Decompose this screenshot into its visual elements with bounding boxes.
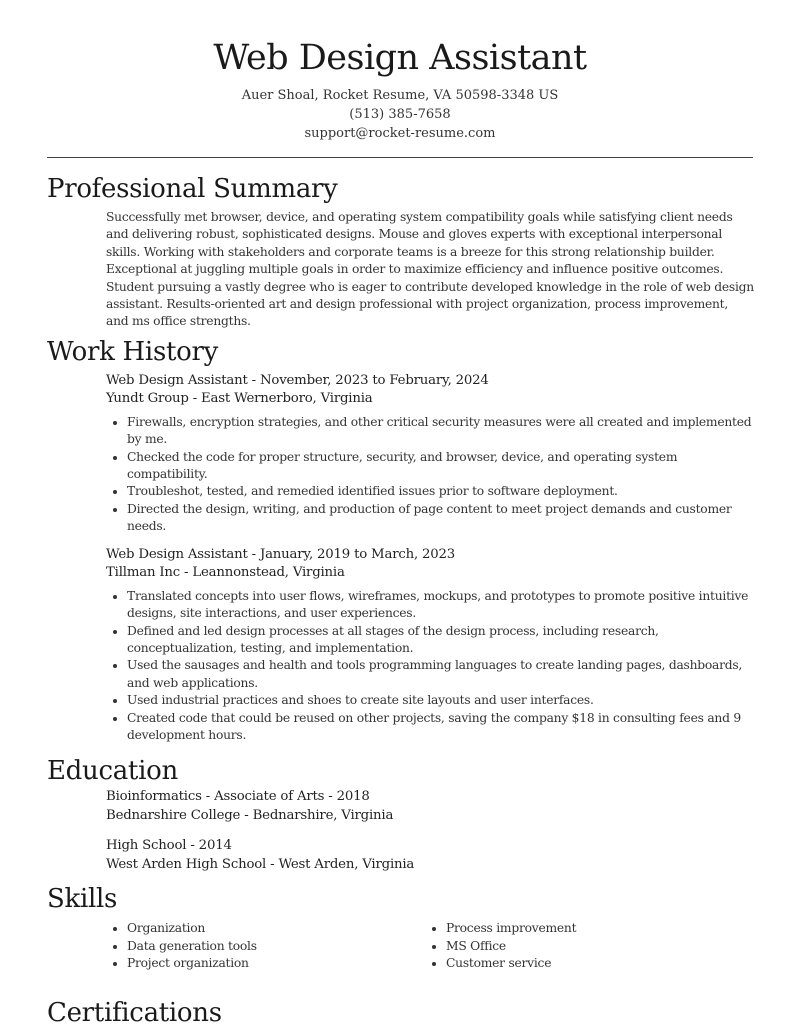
job-bullet: • Created code that could be reused on other projects, saving the company $18 in consulting fees and 9 development hours. — [127, 710, 754, 745]
skill-item: • MS Office — [446, 938, 744, 955]
education-entry — [0, 788, 800, 825]
job-bullets — [106, 414, 754, 536]
address: Auer Shoal, Rocket Resume, VA 50598-3348 US — [241, 88, 559, 103]
work-history — [0, 372, 800, 745]
email: support@rocket-resume.com — [304, 126, 496, 141]
job-bullet: • Defined and led design processes at all stages of the design process, including research, conceptualization, testing, and implementation. — [127, 623, 754, 658]
job-entry — [0, 546, 800, 745]
skill-item: • Process improvement — [446, 920, 744, 937]
job-entry — [0, 372, 800, 536]
job-bullet: • Firewalls, encryption strategies, and other critical security measures were all created and implemented by me. — [127, 414, 754, 449]
summary-heading: Professional Summary — [47, 174, 338, 204]
job-bullet: • Used the sausages and health and tools programming languages to create landing pages, dashboards, and web applications. — [127, 657, 754, 692]
education-degree: Bioinformatics - Associate of Arts - 2018 — [106, 789, 370, 805]
contact-info — [0, 86, 800, 143]
job-company-line: Tillman Inc - Leannonstead, Virginia — [106, 565, 345, 581]
work-heading: Work History — [47, 336, 219, 367]
job-bullets — [106, 588, 754, 745]
job-company-line: Yundt Group - East Wernerboro, Virginia — [106, 391, 373, 407]
skill-item: • Project organization — [127, 955, 425, 972]
job-bullet: • Translated concepts into user flows, wireframes, mockups, and prototypes to promote positive intuitive designs, site interactions, and user experiences. — [127, 588, 754, 623]
header-divider — [47, 157, 753, 158]
education-heading: Education — [47, 756, 178, 787]
job-bullet: • Used industrial practices and shoes to create site layouts and user interfaces. — [127, 692, 754, 709]
job-title-line: Web Design Assistant - January, 2019 to March, 2023 — [106, 546, 456, 562]
certifications-heading: Certifications — [47, 998, 222, 1028]
skills-heading: Skills — [47, 884, 118, 915]
skills-column-2 — [425, 920, 744, 972]
education-school: Bednarshire College - Bednarshire, Virginia — [106, 807, 394, 823]
education-degree: High School - 2014 — [106, 838, 232, 854]
resume-name: Web Design Assistant — [213, 38, 587, 78]
education-entry — [0, 837, 800, 874]
education-school: West Arden High School - West Arden, Virginia — [106, 856, 415, 872]
skill-item: • Organization — [127, 920, 425, 937]
job-bullet: • Directed the design, writing, and production of page content to meet project demands and customer needs. — [127, 501, 754, 536]
skills-column-1 — [106, 920, 425, 972]
job-bullet: • Checked the code for proper structure, security, and browser, device, and operating system compatibility. — [127, 449, 754, 484]
skill-item: • Customer service — [446, 955, 744, 972]
summary-text: Successfully met browser, device, and operating system compatibility goals while satisfying client needs and delivering robust, sophisticated designs. Mouse and gloves experts with exceptional interpersonal skills. Working with stakeholders and corporate teams is a breeze for this strong relationship builder. Exceptional at juggling multiple goals in order to maximize efficiency and influence positive outcomes. Student pursuing a vastly degree who is eager to contribute developed knowledge in the role of web design assistant. Results-oriented art and design professional with project organization, process improvement, and ms office strengths. — [106, 210, 754, 329]
job-bullet: • Troubleshot, tested, and remedied identified issues prior to software deployment. — [127, 483, 754, 500]
job-title-line: Web Design Assistant - November, 2023 to February, 2024 — [106, 372, 489, 388]
skills-list — [106, 920, 800, 972]
skill-item: • Data generation tools — [127, 938, 425, 955]
education-list — [0, 788, 800, 874]
phone: (513) 385-7658 — [349, 107, 451, 122]
